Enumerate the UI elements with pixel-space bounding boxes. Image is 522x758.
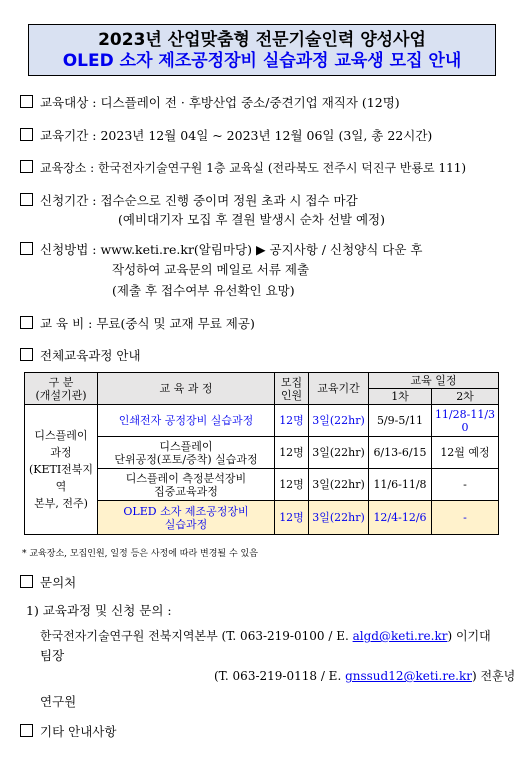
item-contact xyxy=(20,573,76,592)
course-round1: 6/13-6/15 xyxy=(369,437,432,469)
course-name: 디스플레이 단위공정(포토/증착) 실습과정 xyxy=(98,437,275,469)
email-link-2[interactable]: gnssud12@keti.re.kr xyxy=(345,669,472,683)
course-capacity: 12명 xyxy=(275,469,309,501)
checkbox-icon xyxy=(20,128,33,141)
item-label: 신청기간 : xyxy=(40,193,101,208)
item-value: 무료(중식 및 교재 무료 제공) xyxy=(96,316,255,331)
checkbox-icon xyxy=(20,242,33,255)
course-capacity: 12명 xyxy=(275,437,309,469)
contact-line2: 팀장 xyxy=(40,648,65,663)
course-round2: - xyxy=(432,501,499,535)
item-fee xyxy=(20,314,255,333)
course-duration: 3일(22hr) xyxy=(309,501,369,535)
item-apply-method xyxy=(20,240,422,259)
title-box xyxy=(28,24,496,76)
item-label: 교 육 비 : xyxy=(40,316,97,331)
checkbox-icon xyxy=(20,193,33,206)
header-capacity: 모집 인원 xyxy=(275,373,309,405)
item-label: 교육대상 : xyxy=(40,95,101,110)
course-table xyxy=(24,372,499,535)
item-place xyxy=(20,159,466,178)
contact-line4: 연구원 xyxy=(40,694,77,709)
item-value: 한국전자기술연구원 1층 교육실 (전라북도 전주시 덕진구 반룡로 111) xyxy=(98,161,467,175)
table-row xyxy=(25,405,499,437)
course-duration: 3일(22hr) xyxy=(309,405,369,437)
item-apply-period xyxy=(20,191,358,210)
contact-line1: 한국전자기술연구원 전북지역본부 (T. 063-219-0100 / E. algd@keti.re.kr) 이기대 xyxy=(40,629,491,643)
course-capacity: 12명 xyxy=(275,501,309,535)
item-target xyxy=(20,93,400,112)
course-round1: 5/9-5/11 xyxy=(369,405,432,437)
course-duration: 3일(22hr) xyxy=(309,437,369,469)
course-round2: 11/28-11/30 xyxy=(432,405,499,437)
course-name: 디스플레이 측정분석장비 집중교육과정 xyxy=(98,469,275,501)
course-round1: 11/6-11/8 xyxy=(369,469,432,501)
header-course: 교 육 과 정 xyxy=(98,373,275,405)
item-value: 접수순으로 진행 중이며 정원 초과 시 접수 마감 xyxy=(100,193,358,208)
item-label: 교육기간 : xyxy=(40,128,101,143)
course-name: 인쇄전자 공정장비 실습과정 xyxy=(98,405,275,437)
item-courses xyxy=(20,346,141,365)
title-line2: OLED 소자 제조공정장비 실습과정 교육생 모집 안내 xyxy=(62,51,462,71)
checkbox-icon xyxy=(20,348,33,361)
item-label: 기타 안내사항 xyxy=(40,724,117,739)
course-round2: - xyxy=(432,469,499,501)
item-value: 디스플레이 전 · 후방산업 중소/중견기업 재직자 (12명) xyxy=(100,95,400,110)
course-name: OLED 소자 제조공정장비 실습과정 xyxy=(98,501,275,535)
item-label: 신청방법 : xyxy=(40,242,101,257)
table-note: * 교육장소, 모집인원, 일정 등은 사정에 따라 변경될 수 있음 xyxy=(22,549,258,559)
header-round2: 2차 xyxy=(432,389,499,405)
item-apply-method-line2: 작성하여 교육문의 메일로 서류 제출 xyxy=(112,262,310,277)
header-duration: 교육기간 xyxy=(309,373,369,405)
item-label: 전체교육과정 안내 xyxy=(40,348,141,363)
contact-sub1: 1) 교육과정 및 신청 문의 : xyxy=(26,603,172,618)
email-link-1[interactable]: algd@keti.re.kr xyxy=(352,629,448,643)
item-label: 교육장소 : xyxy=(40,161,99,175)
item-apply-method-line3: (제출 후 접수여부 유선확인 요망) xyxy=(112,283,295,298)
item-value: www.keti.re.kr(알림마당) ▶ 공지사항 / 신청양식 다운 후 xyxy=(100,242,423,257)
item-label: 문의처 xyxy=(40,575,77,590)
item-period xyxy=(20,126,432,145)
header-division: 구 분 (개설기관) xyxy=(25,373,98,405)
header-schedule: 교육 일정 xyxy=(369,373,499,389)
course-round1: 12/4-12/6 xyxy=(369,501,432,535)
course-capacity: 12명 xyxy=(275,405,309,437)
item-apply-period-note: (예비대기자 모집 후 결원 발생시 순차 선발 예정) xyxy=(118,212,385,227)
checkbox-icon xyxy=(20,575,33,588)
checkbox-icon xyxy=(20,724,33,737)
item-etc xyxy=(20,722,116,741)
title-line1: 2023년 산업맞춤형 전문기술인력 양성사업 xyxy=(98,30,426,50)
course-round2: 12월 예정 xyxy=(432,437,499,469)
checkbox-icon xyxy=(20,160,33,173)
checkbox-icon xyxy=(20,95,33,108)
checkbox-icon xyxy=(20,316,33,329)
course-duration: 3일(22hr) xyxy=(309,469,369,501)
header-round1: 1차 xyxy=(369,389,432,405)
item-value: 2023년 12월 04일 ~ 2023년 12월 06일 (3일, 총 22시간) xyxy=(100,128,433,143)
contact-line3: (T. 063-219-0118 / E. gnssud12@keti.re.kr) 전훈녕 xyxy=(214,669,516,683)
division-cell: 디스플레이 과정 (KETI전북지 역 본부, 전주) xyxy=(25,405,98,535)
